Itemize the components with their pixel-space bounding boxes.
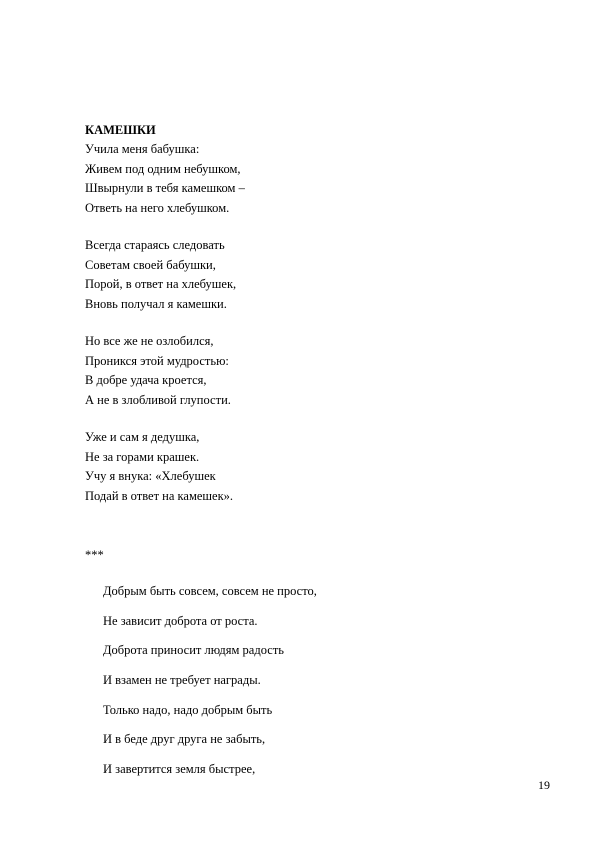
poem-line: Ответь на него хлебушком. bbox=[85, 200, 230, 215]
page-number: 19 bbox=[538, 778, 550, 792]
poem-line: Уже и сам я дедушка, bbox=[85, 430, 200, 444]
poem-line: Только надо, надо добрым быть bbox=[103, 702, 273, 717]
poem-line: Подай в ответ на камешек». bbox=[85, 488, 234, 503]
stanza-1 bbox=[85, 140, 245, 218]
poem-title: КАМЕШКИ bbox=[85, 123, 156, 137]
poem-line: И взамен не требует награды. bbox=[103, 673, 261, 688]
poem-line: Не за горами крашек. bbox=[85, 449, 200, 464]
poem-line: Учу я внука: «Хлебушек bbox=[85, 469, 216, 483]
stanza-2 bbox=[85, 236, 245, 314]
poem-line: Швырнули в тебя камешком – bbox=[85, 181, 245, 195]
poem-line: Всегда стараясь следовать bbox=[85, 238, 225, 252]
poem-dobrota bbox=[103, 577, 317, 785]
poem-line: Учила меня бабушка: bbox=[85, 142, 200, 156]
poem-line: Не зависит доброта от роста. bbox=[103, 613, 258, 628]
poem-line: Порой, в ответ на хлебушек, bbox=[85, 277, 237, 291]
poem-line: В добре удача кроется, bbox=[85, 373, 207, 387]
section-separator: *** bbox=[85, 548, 104, 562]
stanza-3 bbox=[85, 332, 245, 410]
poem-line: И завертится земля быстрее, bbox=[103, 762, 256, 777]
poem-line: Доброта приносит людям радость bbox=[103, 643, 284, 658]
poem-line: Добрым быть совсем, совсем не просто, bbox=[103, 584, 317, 598]
poem-line: Проникся этой мудростью: bbox=[85, 353, 229, 368]
poem-line: И в беде друг друга не забыть, bbox=[103, 732, 266, 747]
poem-line: Вновь получал я камешки. bbox=[85, 296, 227, 311]
poem-line: Советам своей бабушки, bbox=[85, 257, 216, 272]
poem-kameshki bbox=[85, 120, 245, 506]
poem-line: Но все же не озлобился, bbox=[85, 334, 214, 348]
poem-line: Живем под одним небушком, bbox=[85, 161, 241, 176]
poem-line: А не в злобливой глупости. bbox=[85, 392, 231, 407]
stanza-4 bbox=[85, 428, 245, 506]
